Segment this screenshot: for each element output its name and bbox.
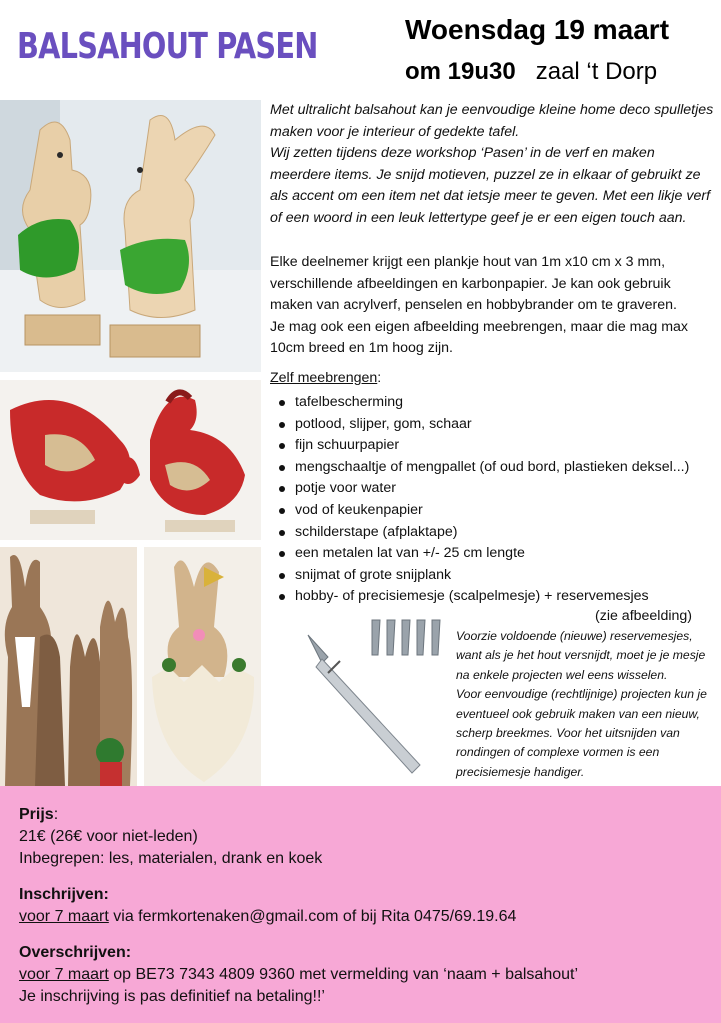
register-heading: Inschrijven:	[19, 886, 109, 903]
intro-paragraph-1: Met ultralicht balsahout kan je eenvoudige kleine home deco spulletjes maken voor je interieur of gedekte tafel.	[270, 102, 714, 140]
register-details: via fermkortenaken@gmail.com of bij Rita 0475/69.19.64	[108, 908, 517, 925]
blade-note-paragraph-1: Voorzie voldoende (nieuwe) reservemesjes, want als je het hout versnijdt, moet je je mesje na enkele projecten wel eens wisselen.	[456, 629, 706, 682]
transfer-details: op BE73 7343 4809 9360 met vermelding van ‘naam + balsahout’	[108, 966, 579, 983]
blade-note	[456, 627, 721, 782]
intro-text	[270, 100, 715, 230]
event-location: zaal ‘t Dorp	[535, 58, 658, 85]
details-paragraph-1: Elke deelnemer krijgt een plankje hout van 1m x10 cm x 3 mm, verschillende afbeeldingen en karbonpapier. Je kan ook gebruik maken van acrylverf, penselen en hobbybrander om te graveren.	[270, 254, 677, 314]
see-image-note: (zie afbeelding)	[595, 608, 693, 624]
details-text	[270, 252, 715, 360]
price-heading-label: Prijs	[19, 806, 54, 823]
photo-bunnies	[0, 100, 261, 372]
event-time-location	[405, 58, 657, 86]
bring-heading	[270, 370, 381, 386]
bring-list	[277, 392, 689, 608]
list-item: mengschaaltje of mengpallet (of oud bord, plastieken deksel...)	[277, 457, 689, 479]
bring-heading-label: Zelf meebrengen	[270, 370, 378, 386]
register-line	[19, 906, 578, 928]
photo-hens	[0, 380, 261, 540]
details-paragraph-2: Je mag ook een eigen afbeelding meebrengen, maar die mag max 10cm breed en 1m hoog zijn.	[270, 318, 689, 357]
photo-egg-bunny	[144, 547, 261, 786]
list-item: tafelbescherming	[277, 392, 689, 414]
photo-scalpel	[300, 615, 450, 780]
transfer-deadline: voor 7 maart	[19, 966, 109, 983]
bunnies-illustration	[0, 100, 261, 372]
egg-bunny-illustration	[144, 547, 261, 786]
price-heading-colon: :	[53, 806, 59, 823]
list-item: fijn schuurpapier	[277, 435, 689, 457]
hens-illustration	[0, 380, 261, 540]
list-item: potje voor water	[277, 478, 689, 500]
price-amount: 21€ (26€ voor niet-leden)	[19, 828, 198, 845]
scalpel-icon	[300, 615, 450, 780]
event-date: Woensdag 19 maart	[405, 14, 670, 45]
event-time: om 19u30	[405, 58, 516, 85]
transfer-heading: Overschrijven:	[19, 944, 132, 961]
bring-heading-colon: :	[377, 370, 382, 386]
list-item: hobby- of precisiemesje (scalpelmesje) + reservemesjes	[277, 586, 689, 608]
list-item: snijmat of grote snijplank	[277, 565, 689, 587]
photo-tall-bunnies	[0, 547, 137, 786]
list-item: potlood, slijper, gom, schaar	[277, 414, 689, 436]
transfer-final: Je inschrijving is pas definitief na betaling!!’	[19, 988, 325, 1005]
list-item: een metalen lat van +/- 25 cm lengte	[277, 543, 689, 565]
price-included: Inbegrepen: les, materialen, drank en koek	[19, 850, 323, 867]
blade-note-paragraph-2: Voor eenvoudige (rechtlijnige) projecten kun je eventueel ook gebruik maken van een nieuw, scherp breekmes. Voor het uitsnijden van rondingen of complexe vormen is een precisiemesje handiger.	[456, 687, 707, 779]
price-heading	[19, 804, 578, 826]
transfer-line	[19, 964, 578, 986]
list-item: schilderstape (afplaktape)	[277, 522, 689, 544]
register-deadline: voor 7 maart	[19, 908, 109, 925]
intro-paragraph-2: Wij zetten tijdens deze workshop ‘Pasen’ in de verf en maken meerdere items. Je snijd motieven, puzzel ze in elkaar of gebruikt ze als accent om een item net dat ietsje meer te geven. Met een likje verf of een woord in een leuk lettertype geef je er een eigen touch aan.	[270, 145, 711, 226]
list-item: vod of keukenpapier	[277, 500, 689, 522]
info-text	[19, 804, 578, 1008]
tall-bunnies-illustration	[0, 547, 137, 786]
page-title: BALSAHOUT PASEN	[17, 26, 318, 67]
